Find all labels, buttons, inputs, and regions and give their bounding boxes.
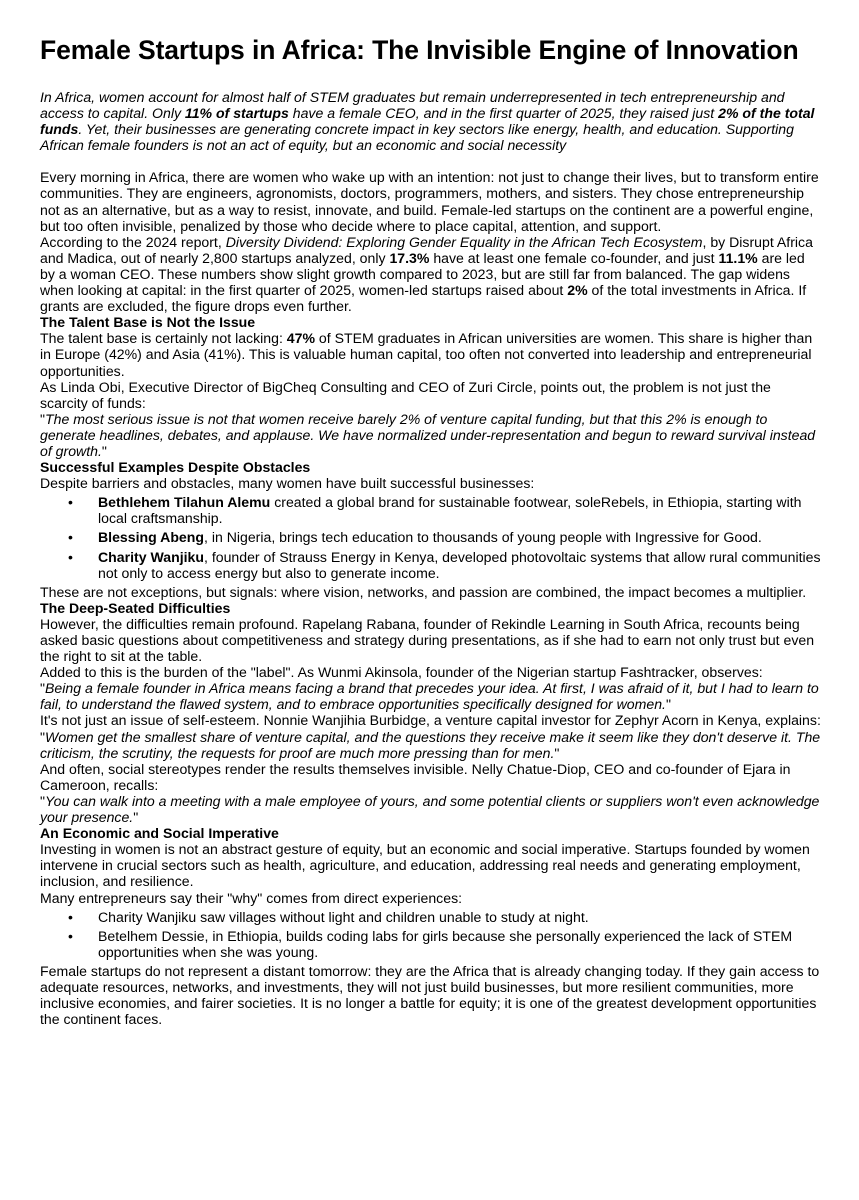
paragraph-linda-obi: As Linda Obi, Executive Director of BigCheq Consulting and CEO of Zuri Circle, points out, the problem is not just the scarcity of funds:	[40, 378, 771, 411]
bullet-icon: •	[68, 927, 73, 944]
heading-imperative: An Economic and Social Imperative	[40, 825, 279, 842]
paragraph-burbidge: It's not just an issue of self-esteem. Nonnie Wanjihia Burbidge, a venture capital investor for Zephyr Acorn in Kenya, explains:	[40, 712, 821, 729]
heading-difficulties: The Deep-Seated Difficulties	[40, 599, 231, 616]
quote-chatue-diop: "You can walk into a meeting with a male employee of yours, and some potential clients or suppliers won't even acknowledge your presence."	[40, 792, 820, 826]
heading-talent: The Talent Base is Not the Issue	[40, 314, 256, 331]
intro-highlight-funds: 2% of the total funds	[40, 105, 815, 138]
bullet-icon: •	[68, 548, 73, 565]
paragraph-chatue-diop: And often, social stereotypes render the results themselves invisible. Nelly Chatue-Diop, CEO and co-founder of Ejara in Cameroon, recalls:	[40, 760, 791, 793]
paragraph-akinsola: Added to this is the burden of the "label". As Wunmi Akinsola, founder of the Nigerian startup Fashtracker, observes:	[40, 664, 763, 681]
paragraph-rabana: However, the difficulties remain profound. Rapelang Rabana, founder of Rekindle Learning in South Africa, recounts being asked basic questions about competitiveness and strategy during presentations, as if she had to earn not only trust but even the right to sit at the table.	[40, 615, 815, 665]
quote-linda-obi: "The most serious issue is not that women receive barely 2% of venture capital funding, but that this 2% is enough to generate headlines, debates, and applause. We have normalized under-representation and begun to reward survival instead of growth."	[40, 410, 816, 459]
list-item: • Betelhem Dessie, in Ethiopia, builds coding labs for girls because she personally experienced the lack of STEM opportunities when she was young.	[68, 927, 793, 960]
list-item: • Bethlehem Tilahun Alemu created a global brand for sustainable footwear, soleRebels, in Ethiopia, starting with local craftsmanship.	[68, 494, 802, 527]
paragraph-signals: These are not exceptions, but signals: where vision, networks, and passion are combined, the impact becomes a multiplier.	[40, 583, 807, 600]
list-item: • Charity Wanjiku saw villages without light and children unable to study at night.	[68, 908, 589, 925]
paragraph-morning: Every morning in Africa, there are women who wake up with an intention: not just to change their lives, but to transform entire communities. They are engineers, agronomists, doctors, programmers, mothers, and sisters. They chose entrepreneurship not as an alternative, but as a way to resist, innovate, and build. Female-led startups on the continent are a powerful engine, but too often invisible, penalized by those who decide where to place capital, attention, and support.	[40, 169, 819, 234]
paragraph-why-intro: Many entrepreneurs say their "why" comes from direct experiences:	[40, 889, 463, 906]
heading-success: Successful Examples Despite Obstacles	[40, 459, 311, 476]
success-examples-list	[40, 494, 822, 580]
why-list	[40, 909, 822, 960]
list-item: • Blessing Abeng, in Nigeria, brings tech education to thousands of young people with Ingressive for Good.	[68, 529, 762, 546]
quote-akinsola: "Being a female founder in Africa means facing a brand that precedes your idea. At first, I was afraid of it, but I had to learn to fail, to understand the flawed system, and to embrace opportunities specifically designed for women."	[40, 680, 819, 713]
bullet-icon: •	[68, 494, 73, 511]
paragraph-success-intro: Despite barriers and obstacles, many women have built successful businesses:	[40, 475, 535, 492]
list-item: • Charity Wanjiku, founder of Strauss Energy in Kenya, developed photovoltaic systems that allow rural communities not only to access energy but also to generate income.	[68, 548, 821, 581]
quote-burbidge: "Women get the smallest share of venture capital, and the questions they receive make it seem like they don't deserve it. The criticism, the scrutiny, the requests for proof are much more pressing than for men."	[40, 728, 821, 761]
paragraph-imperative: Investing in women is not an abstract gesture of equity, but an economic and social imperative. Startups founded by women intervene in crucial sectors such as health, agriculture, and education, addressing real needs and generating employment, inclusion, and resilience.	[40, 841, 810, 890]
bullet-icon: •	[68, 908, 73, 925]
report-title: Diversity Dividend: Exploring Gender Equality in the African Tech Ecosystem	[225, 233, 703, 250]
bullet-icon: •	[68, 529, 73, 546]
intro-highlight-startups: 11% of startups	[184, 105, 289, 122]
paragraph-conclusion: Female startups do not represent a distant tomorrow: they are the Africa that is already changing today. If they gain access to adequate resources, networks, and investments, they will not just build businesses, but more resilient communities, more inclusive economies, and fairer societies. It is no longer a battle for equity; it is one of the greatest development opportunities the continent faces.	[40, 962, 820, 1028]
article-title: Female Startups in Africa: The Invisible Engine of Innovation	[40, 35, 799, 65]
article	[40, 34, 822, 1027]
paragraph-report: According to the 2024 report, Diversity Dividend: Exploring Gender Equality in the African Tech Ecosystem, by Disrupt Africa and Madica, out of nearly 2,800 startups analyzed, only 17.3% have at least one female co-founder, and just 11.1% are led by a woman CEO. These numbers show slight growth compared to 2023, but are still far from balanced. The gap widens when looking at capital: in the first quarter of 2025, women-led startups raised about 2% of the total investments in Africa. If grants are excluded, the figure drops even further.	[40, 233, 813, 315]
intro-paragraph: In Africa, women account for almost half of STEM graduates but remain underrepresented in tech entrepreneurship and access to capital. Only 11% of startups have a female CEO, and in the first quarter of 2025, they raised just 2% of the total funds. Yet, their businesses are generating concrete impact in key sectors like energy, health, and education. Supporting African female founders is not an act of equity, but an economic and social necessity	[40, 89, 815, 154]
paragraph-talent: The talent base is certainly not lacking: 47% of STEM graduates in African universities are women. This share is higher than in Europe (42%) and Asia (41%). This is valuable human capital, too often not converted into leadership and entrepreneurial opportunities.	[40, 330, 813, 379]
